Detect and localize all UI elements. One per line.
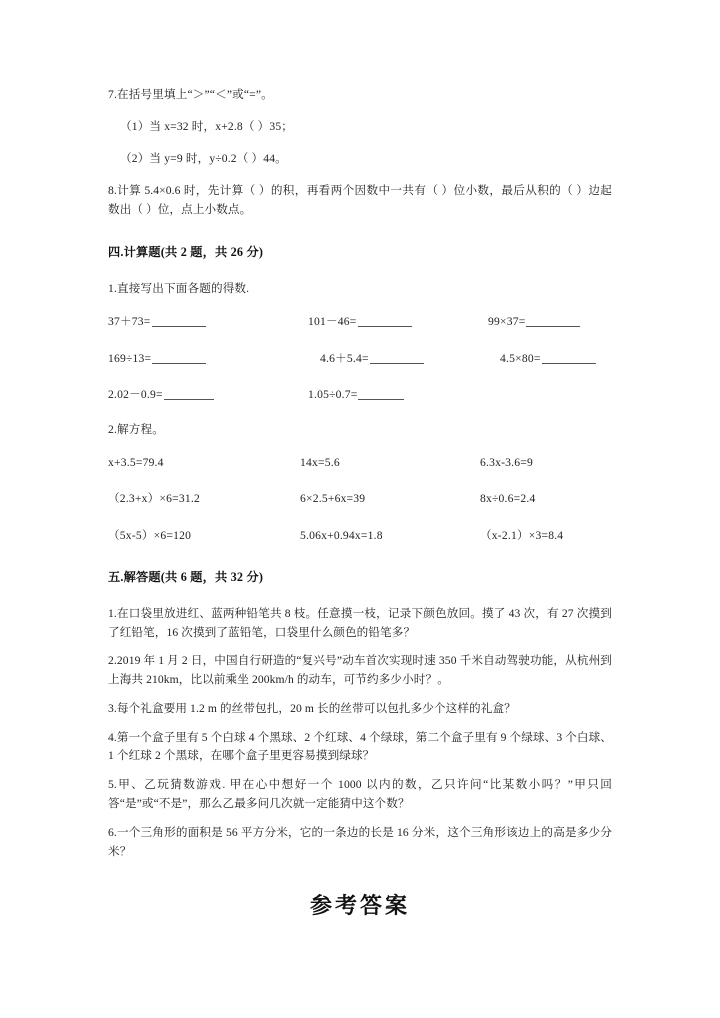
oral-expression: 2.02－0.9= (108, 387, 163, 401)
equation-item: 8x÷0.6=2.4 (480, 492, 536, 506)
answer-blank[interactable] (358, 326, 412, 327)
oral-expression: 37＋73= (108, 315, 151, 329)
oral-expression: 1.05÷0.7= (308, 387, 358, 401)
answer-blank[interactable] (526, 326, 580, 327)
word-problem-1: 1.在口袋里放进红、蓝两种铅笔共 8 枝。任意摸一枝，记录下颜色放回。摸了 43 次，有 27 次摸到了红铅笔，16 次摸到了蓝铅笔，口袋里什么颜色的铅笔多？ (108, 606, 612, 639)
question-8-text: 8.计算 5.4×0.6 时，先计算（ ）的积，再看两个因数中一共有（ ）位小数，最后从积的（ ）边起数出（ ）位，点上小数点。 (108, 183, 612, 216)
oral-expression: 4.6＋5.4= (320, 351, 369, 365)
equation-grid (108, 455, 612, 544)
answer-blank[interactable] (164, 399, 214, 400)
answer-blank[interactable] (370, 363, 424, 364)
oral-item (488, 351, 612, 367)
equation-item: 14x=5.6 (300, 456, 340, 470)
page-content (108, 86, 612, 920)
question-7-part-2: （2）当 y=9 时，y÷0.2（ ）44。 (120, 151, 287, 165)
oral-item (108, 314, 308, 330)
oral-item (488, 314, 612, 330)
oral-item (308, 314, 488, 330)
oral-item-empty (488, 387, 612, 403)
oral-expression: 99×37= (488, 315, 526, 329)
equation-item: （5x-5）×6=120 (108, 528, 192, 542)
oral-item (108, 351, 308, 367)
oral-expression: 101－46= (308, 315, 357, 329)
answer-blank[interactable] (358, 399, 404, 400)
equation-item: x+3.5=79.4 (108, 456, 164, 470)
answer-blank[interactable] (542, 363, 596, 364)
oral-item (308, 387, 488, 403)
word-problem-6: 6.一个三角形的面积是 56 平方分米，它的一条边的长是 16 分米，这个三角形该边上的高是多少分米？ (108, 825, 612, 858)
section-four-sub-1: 1.直接写出下面各题的得数. (108, 282, 250, 296)
oral-item (108, 387, 308, 403)
equation-item: （x-2.1）×3=8.4 (480, 528, 564, 542)
oral-arithmetic-grid (108, 314, 612, 403)
word-problem-3: 3.每个礼盒要用 1.2 m 的丝带包扎，20 m 长的丝带可以包扎多少个这样的礼盒？ (108, 701, 516, 715)
oral-expression: 4.5×80= (500, 351, 541, 365)
equation-item: 5.06x+0.94x=1.8 (300, 528, 383, 542)
word-problem-5: 5.甲、乙玩猜数游戏. 甲在心中想好一个 1000 以内的数，乙只许问“比某数小吗？”甲只回答“是”或“不是”，那么乙最多问几次就一定能猜中这个数？ (108, 778, 612, 811)
oral-item (308, 351, 488, 367)
section-four-sub-2: 2.解方程。 (108, 423, 164, 437)
section-four-heading: 四.计算题(共 2 题，共 26 分) (108, 245, 264, 260)
question-7-part-1: （1）当 x=32 时，x+2.8（ ）35； (120, 119, 294, 133)
oral-expression: 169÷13= (108, 351, 152, 365)
equation-item: 6.3x-3.6=9 (480, 456, 533, 470)
answer-key-title: 参考答案 (309, 893, 410, 920)
equation-item: 6×2.5+6x=39 (300, 492, 366, 506)
section-five-heading: 五.解答题(共 6 题，共 32 分) (108, 569, 264, 584)
equation-item: （2.3+x）×6=31.2 (108, 492, 200, 506)
word-problem-2: 2.2019 年 1 月 2 日，中国自行研造的“复兴号”动车首次实现时速 350 千米自动驾驶功能，从杭州到上海共 210km，比以前乘坐 200km/h 的动车，可节约多少小时？。 (108, 654, 612, 687)
answer-blank[interactable] (152, 326, 206, 327)
answer-blank[interactable] (152, 363, 206, 364)
question-7-stem: 7.在括号里填上“＞”“＜”或“=”。 (108, 88, 273, 101)
word-problem-4: 4.第一个盒子里有 5 个白球 4 个黑球、2 个红球、4 个绿球，第二个盒子里有 9 个绿球、3 个白球、1 个红球 2 个黑球，在哪个盒子里更容易摸到绿球？ (108, 730, 612, 763)
